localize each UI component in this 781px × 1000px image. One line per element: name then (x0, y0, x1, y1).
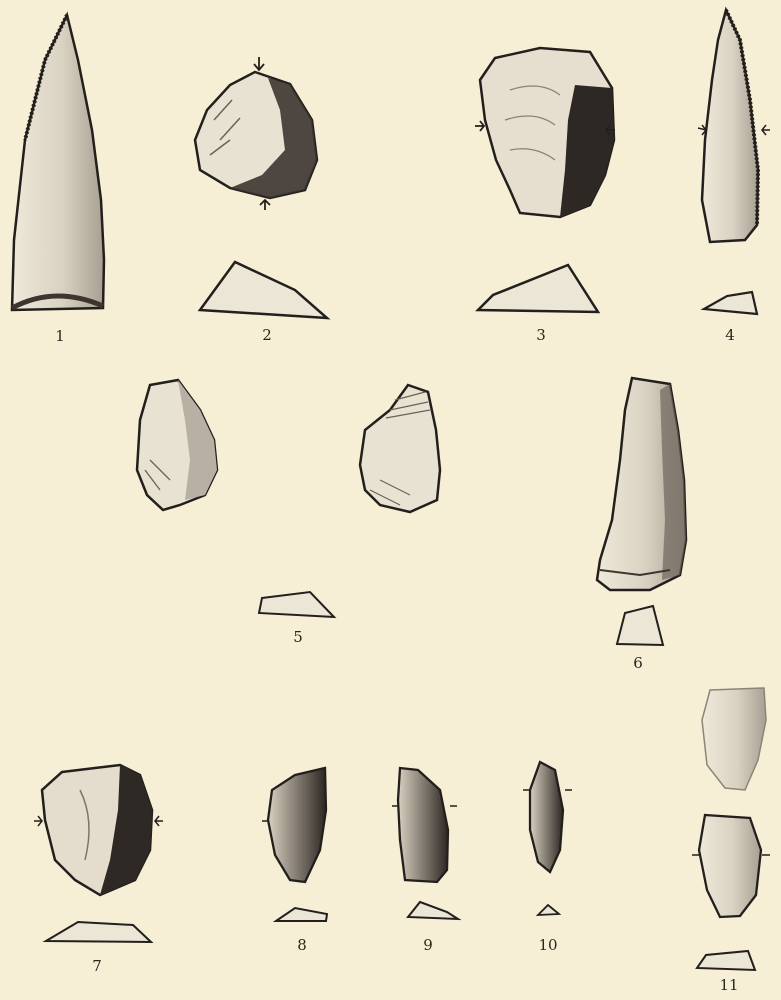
section-11 (697, 951, 755, 970)
flake-6-drawing (597, 378, 686, 590)
figure-number-11: 11 (719, 976, 739, 994)
flake-5-view-b (360, 385, 440, 512)
flake-8-drawing (262, 768, 365, 882)
figure-number-1: 1 (55, 327, 65, 345)
figure-number-6: 6 (633, 654, 643, 672)
flake-11-view-a (702, 688, 766, 790)
figure-number-4: 4 (725, 326, 735, 344)
figure-number-2: 2 (262, 326, 272, 344)
figure-number-9: 9 (423, 936, 433, 954)
flake-7-drawing (34, 765, 163, 895)
section-10 (538, 905, 559, 915)
flake-11-view-b (692, 815, 770, 917)
section-5 (259, 592, 334, 617)
figure-number-10: 10 (538, 936, 558, 954)
flake-2-drawing (195, 57, 317, 210)
section-8 (276, 908, 327, 921)
section-6 (617, 606, 663, 645)
flake-9-drawing (392, 768, 457, 882)
section-2 (200, 262, 327, 318)
flake-1-drawing (12, 15, 104, 310)
section-7 (46, 922, 151, 942)
flake-10-drawing (523, 762, 572, 872)
figure-number-5: 5 (293, 628, 303, 646)
section-3 (478, 265, 598, 312)
flake-4-drawing (698, 10, 770, 242)
section-9 (408, 902, 458, 919)
figure-number-3: 3 (536, 326, 546, 344)
figure-number-8: 8 (297, 936, 307, 954)
flake-5-view-a (137, 380, 217, 510)
figure-number-7: 7 (92, 957, 102, 975)
flake-3-drawing (475, 48, 615, 217)
section-4 (704, 292, 757, 314)
